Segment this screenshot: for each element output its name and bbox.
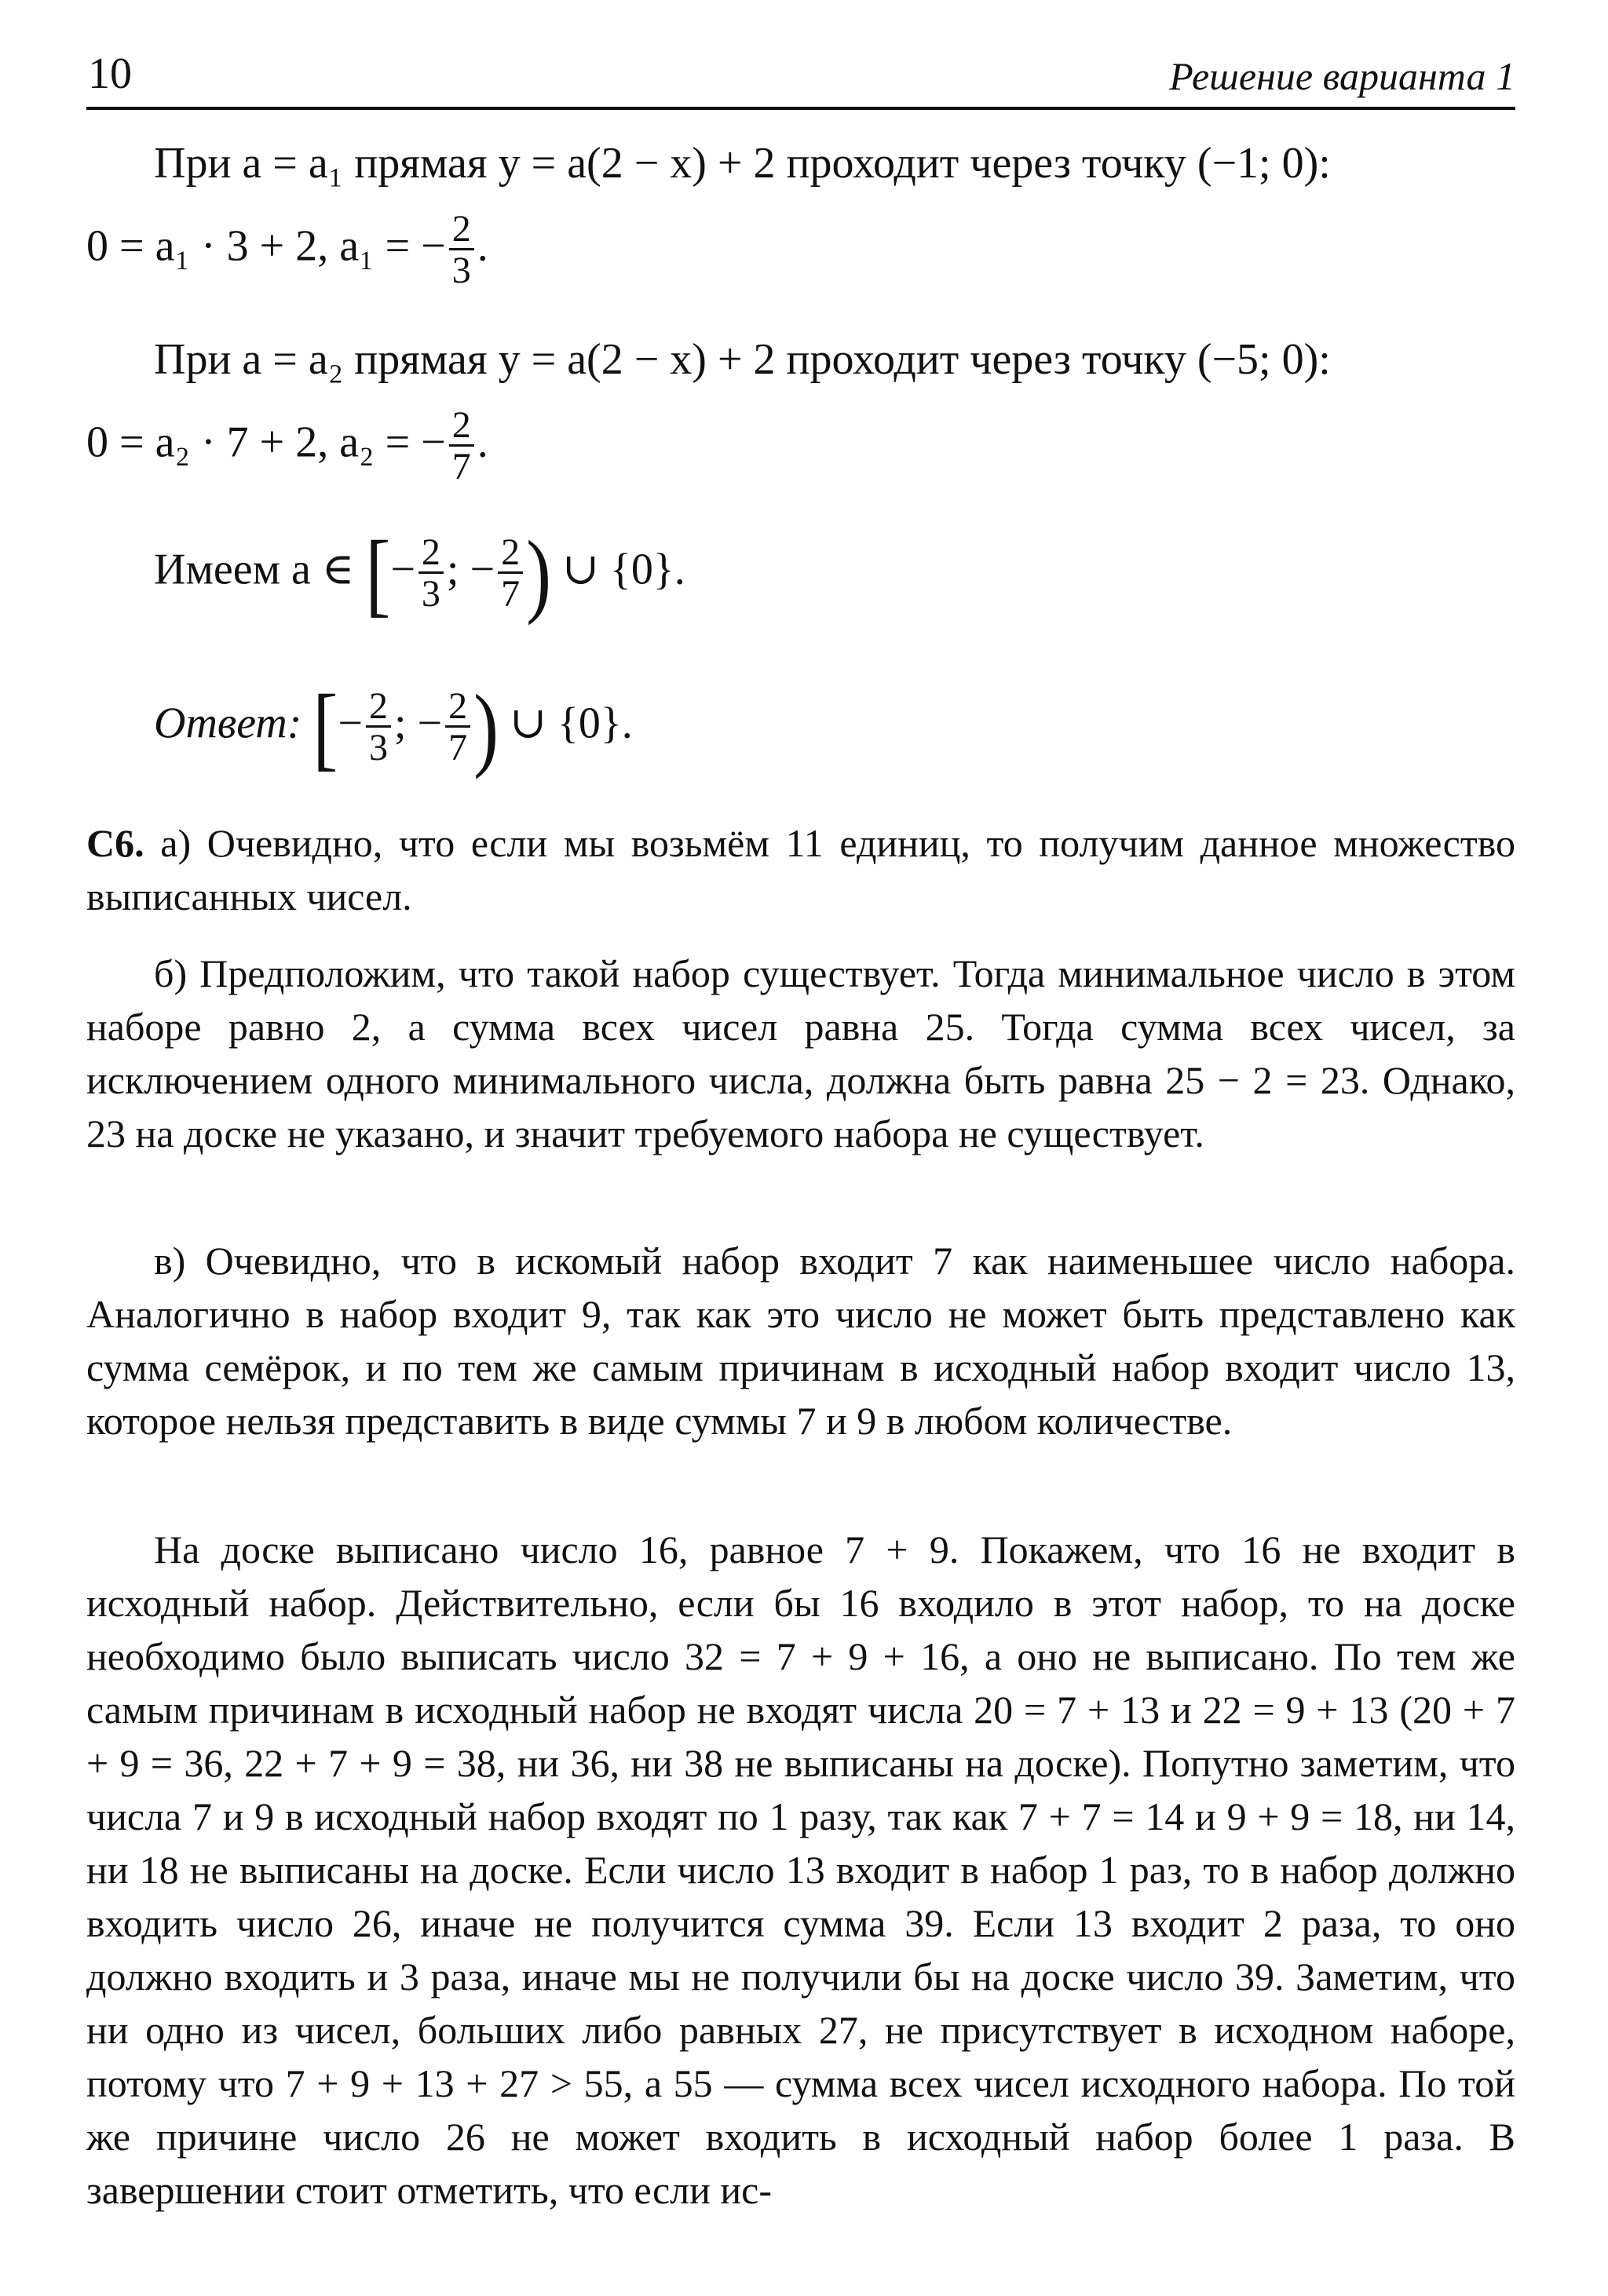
fraction-numerator: 2 xyxy=(366,688,391,728)
minus-sign: − xyxy=(390,545,415,594)
paragraph-c6v-continued: На доске выписано число 16, равное 7 + 9. Покажем, что 16 не входит в исходный набор. Действительно, если бы 16 входило в этот набор, то на доске необходимо было выписать число 32 = 7 + 9 + 16, а оно не выписано. По тем же самым причинам в исходный набор не входят числа 20 = 7 + 13 и 22 = 9 + 13 (20 + 7 + 9 = 36, 22 + 7 + 9 = 38, ни 36, ни 38 не выписаны на доске). Попутно заметим, что числа 7 и 9 в исходный набор входят по 1 разу, так как 7 + 7 = 14 и 9 + 9 = 18, ни 14, ни 18 не выписаны на доске. Если число 13 входит в набор 1 раз, то в набор должно входить число 26, иначе не получится сумма 39. Если 13 входит 2 раза, то оно должно входить и 3 раза, иначе мы не получили бы на доске число 39. Заметим, что ни одно из чисел, больших либо равных 27, не присутствует в исходном наборе, потому что 7 + 9 + 13 + 27 > 55, а 55 — сумма всех чисел исходного набора. По той же причине число 26 не может входить в исходный набор более 1 раза. В завершении стоит отметить, что если ис- xyxy=(86,1528,1515,2212)
math-line-1: При a = a₁ прямая y = a(2 − x) + 2 проходит через точку (−1; 0): xyxy=(154,139,1331,188)
fraction xyxy=(498,531,523,615)
minus-sign: − xyxy=(417,699,443,748)
running-title: Решение варианта 1 xyxy=(1169,54,1515,98)
have-interval-line xyxy=(154,520,685,626)
paragraph-c6a xyxy=(86,816,1515,923)
fraction-numerator: 2 xyxy=(418,534,444,574)
page-number: 10 xyxy=(88,49,132,98)
paragraph-text: а) Очевидно, что если мы возьмём 11 единиц, то получим данное множество выписанных чисел. xyxy=(86,821,1515,918)
fraction-denominator: 3 xyxy=(451,250,471,291)
union-zero: ∪ {0}. xyxy=(562,545,685,594)
left-bracket: [ xyxy=(312,674,338,779)
fraction xyxy=(445,685,470,768)
problem-number: С6. xyxy=(86,821,144,865)
fraction-denominator: 3 xyxy=(421,573,440,615)
fraction-numerator: 2 xyxy=(449,407,474,447)
right-paren: ) xyxy=(473,674,499,779)
page-header xyxy=(86,31,1515,110)
fraction-denominator: 3 xyxy=(368,727,388,768)
minus-sign: − xyxy=(338,699,363,748)
fraction xyxy=(449,210,474,290)
answer-label: Ответ: xyxy=(154,699,302,748)
separator: ; xyxy=(393,699,407,748)
fraction xyxy=(366,685,391,768)
fraction-denominator: 7 xyxy=(448,727,468,768)
fraction xyxy=(449,404,474,487)
fraction xyxy=(418,531,444,615)
equation-lhs: 0 = a₂ · 7 + 2, a₂ = − xyxy=(86,418,446,467)
math-line-4: 0 = a₂ · 7 + 2, a₂ = − $\frac{2}{7}$ . xyxy=(86,404,488,487)
equation-lhs: 0 = a₁ · 3 + 2, a₁ = − xyxy=(86,221,446,271)
paragraph-c6b: б) Предположим, что такой набор существует. Тогда минимальное число в этом наборе равно 2, а сумма всех чисел равна 25. Тогда сумма всех чисел, за исключением одного минимального числа, должна быть равна 25 − 2 = 23. Однако, 23 на доске не указано, и значит требуемого набора не существует. xyxy=(86,951,1515,1155)
fraction-numerator: 2 xyxy=(498,534,523,574)
math-line-3: При a = a₂ прямая y = a(2 − x) + 2 проходит через точку (−5; 0): xyxy=(154,335,1331,384)
math-line-2: 0 = a₁ · 3 + 2, a₁ = − $\frac{2}{3}$ . xyxy=(86,208,488,291)
separator: ; xyxy=(446,545,459,594)
union-zero: ∪ {0}. xyxy=(510,699,633,748)
have-prefix: Имеем a ∈ xyxy=(154,545,355,594)
fraction-numerator: 2 xyxy=(449,210,474,250)
fraction-denominator: 7 xyxy=(451,446,471,487)
right-paren: ) xyxy=(526,520,552,626)
fraction-denominator: 7 xyxy=(501,573,521,615)
paragraph-c6v: в) Очевидно, что в искомый набор входит 7 как наименьшее число набора. Аналогично в набор входит 9, так как это число не может быть представлено как сумма семёрок, и по тем же самым причинам в исходный набор входит число 13, которое нельзя представить в виде суммы 7 и 9 в любом количестве. xyxy=(86,1239,1515,1443)
left-bracket: [ xyxy=(365,520,391,626)
minus-sign: − xyxy=(470,545,495,594)
answer-line xyxy=(154,674,633,779)
document-page xyxy=(86,31,1515,2212)
fraction-numerator: 2 xyxy=(445,688,470,728)
